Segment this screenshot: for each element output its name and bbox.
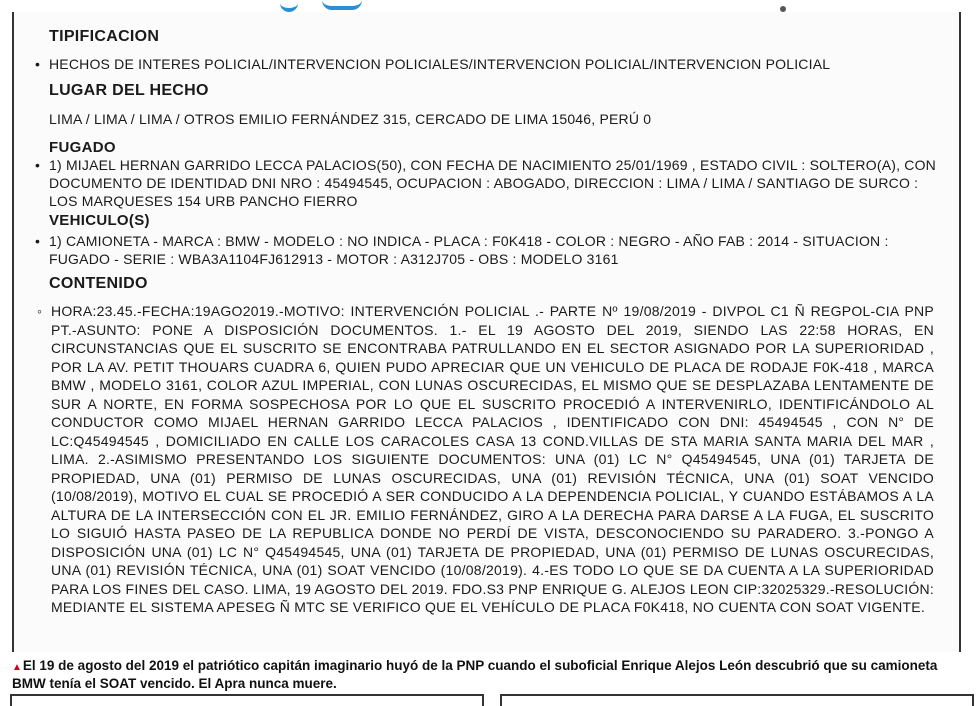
tipificacion-text: • HECHOS DE INTERES POLICIAL/INTERVENCION POLICIALES/INTERVENCION POLICIAL/INTERVENCION POLICIAL xyxy=(35,55,929,73)
caption-text: El 19 de agosto del 2019 el patriótico capitán imaginario huyó de la PNP cuando el suboficial Enrique Alejos León descubrió que su camioneta BMW tenía el SOAT vencido. El Apra nunca muere. xyxy=(12,658,938,691)
lugar-title: LUGAR DEL HECHO xyxy=(49,82,209,99)
bottom-frame-right xyxy=(500,694,974,706)
contenido-text: ◦ HORA:23.45.-FECHA:19AGO2019.-MOTIVO: INTERVENCIÓN POLICIAL .- PARTE Nº 19/08/2019 - DIVPOL C1 Ñ REGPOL-CIA PNP PT.-ASUNTO: PONE A DISPOSICIÓN DOCUMENTOS. 1.- EL 19 AGOSTO DEL 2019, SIENDO LAS 22:58 HORAS, EN CIRCUNSTANCIAS QUE EL SUSCRITO SE ENCONTRABA PATRULLANDO EN EL SECTOR ASIGNADO POR LA SUPERIORIDAD , POR LA AV. PETIT THOUARS CUADRA 6, QUIEN PUDO APRECIAR QUE UN VEHICULO DE PLACA DE RODAJE F0K-418 , MARCA BMW , MODELO 3161, COLOR AZUL IMPERIAL, CON LUNAS OSCURECIDAS, EL MISMO QUE SE DESPLAZABA LENTAMENTE DE SUR A NORTE, EN FORMA SOSPECHOSA POR LO QUE EL SUSCRITO PROCEDIÓ A INTERVENIRLO, IDENTIFICÁNDOLO AL CONDUCTOR COMO MIJAEL HERNAN GARRIDO LECCA PALACIOS , IDENTIFICADO CON DNI: 45494545 , CON N° DE LC:Q45494545 , DOMICILIADO EN CALLE LOS CARACOLES CASA 13 COND.VILLAS DE STA MARIA SANTA MARIA DEL MAR , LIMA. 2.-ASIMISMO PRESENTANDO LOS SIGUIENTE DOCUMENTOS: UNA (01) LC N° Q45494545, UNA (01) TARJETA DE PROPIEDAD, UNA (01) PERMISO DE LUNAS OSCURECIDAS, UNA (01) REVISIÓN TÉCNICA, UNA (01) SOAT VENCIDO (10/08/2019), MOTIVO EL CUAL SE PROCEDIÓ A SER CONDUCIDO A LA DEPENDENCIA POLICIAL, Y CUANDO ESTÁBAMOS A LA ALTURA DE LA INTERSECCIÓN CON EL JR. EMILIO FERNÁNDEZ, GIRO A LA DERECHA PARA DARSE A LA FUGA, EL SUSCRITO LO SIGUIÓ HASTA PASEO DE LA REPUBLICA DONDE NO PERDÍ DE VISTA, DESCONOCIENDO SU PARADERO. 3.-PONGO A DISPOSICIÓN UNA (01) LC N° Q45494545, UNA (01) TARJETA DE PROPIEDAD, UNA (01) PERMISO DE LUNAS OSCURECIDAS, UNA (01) REVISIÓN TÉCNICA, UNA (01) SOAT VENCIDO (10/08/2019). 4.-ES TODO LO QUE SE DA CUENTA A LA SUPERIORIDAD PARA LOS FINES DEL CASO. LIMA, 19 AGOSTO DEL 2019. FDO.S3 PNP ENRIQUE G. ALEJOS LEON CIP:32025329.-RESOLUCIÓN: MEDIANTE EL SISTEMA APESEG Ñ MTC SE VERIFICO QUE EL VEHÍCULO DE PLACA F0K418, NO CUENTA CON SOAT VIGENTE. xyxy=(37,302,934,617)
lugar-text: LIMA / LIMA / LIMA / OTROS EMILIO FERNÁNDEZ 315, CERCADO DE LIMA 15046, PERÚ 0 xyxy=(49,111,652,127)
contenido-title: CONTENIDO xyxy=(49,275,148,292)
logo-fragment xyxy=(280,0,298,12)
bottom-frames xyxy=(0,692,980,698)
logo-fragment xyxy=(322,0,362,10)
fugado-text: • 1) MIJAEL HERNAN GARRIDO LECCA PALACIOS(50), CON FECHA DE NACIMIENTO 25/01/1969 , ESTADO CIVIL : SOLTERO(A), CON DOCUMENTO DE IDENTIDAD DNI NRO : 45494545, OCUPACION : ABOGADO, DIRECCION : LIMA / LIMA / SANTIAGO DE SURCO : LOS MARQUESES 154 URB PANCHO FIERRO xyxy=(35,156,944,210)
photo-caption xyxy=(12,658,974,692)
fugado-title: FUGADO xyxy=(49,139,116,156)
caption-marker-icon: ▲ xyxy=(12,662,22,673)
vehiculo-title: VEHICULO(S) xyxy=(49,212,150,229)
bottom-frame-left xyxy=(10,694,484,706)
tipificacion-title: TIPIFICACION xyxy=(49,28,160,45)
vehiculo-text: • 1) CAMIONETA - MARCA : BMW - MODELO : NO INDICA - PLACA : F0K418 - COLOR : NEGRO - AÑO FAB : 2014 - SITUACION : FUGADO - SERIE : WBA3A1104FJ612913 - MOTOR : A312J705 - OBS : MODELO 3161 xyxy=(35,232,944,268)
